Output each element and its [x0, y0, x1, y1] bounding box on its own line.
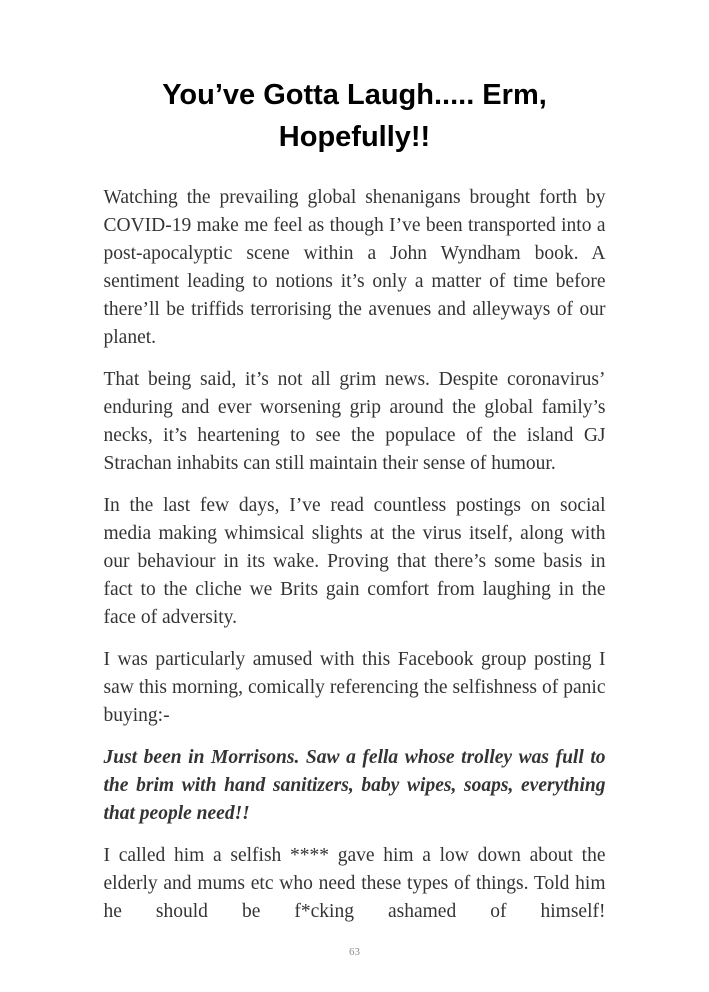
- page-title: [104, 74, 606, 158]
- page-title-line-2: Hopefully!!: [278, 121, 431, 153]
- body-paragraph-facebook-intro: I was particularly amused with this Facebook group posting I saw this morning, comically referencing the selfishness of panic buying:-: [103, 649, 606, 726]
- document-page-content: [104, 0, 606, 926]
- body-paragraph-social-media: In the last few days, I’ve read countless postings on social media making whimsical slights at the virus itself, along with our behaviour in its wake. Proving that there’s some basis in fact to the cliche we Brits gain comfort from laughing in the face of adversity.: [103, 495, 606, 628]
- body-paragraph-intro: Watching the prevailing global shenanigans brought forth by COVID-19 make me feel as though I’ve been transported into a post-apocalyptic scene within a John Wyndham book. A sentiment leading to notions it’s only a matter of time before there’ll be triffids terrorising the avenues and alleyways of our planet.: [103, 187, 606, 348]
- page-number: 63: [349, 946, 360, 958]
- page-title-line-1: You’ve Gotta Laugh..... Erm,: [162, 79, 547, 111]
- body-paragraph-grim-news: That being said, it’s not all grim news. Despite coronavirus’ enduring and ever worsening grip around the global family’s necks, it’s heartening to see the populace of the island GJ Strachan inhabits can still maintain their sense of humour.: [103, 369, 606, 474]
- body-paragraph-selfish: I called him a selfish **** gave him a low down about the elderly and mums etc who need these types of things. Told him he should be f*cking ashamed of himself!: [103, 845, 606, 922]
- facebook-quote-paragraph: Just been in Morrisons. Saw a fella whose trolley was full to the brim with hand sanitizers, baby wipes, soaps, everything that people need!!: [103, 747, 606, 824]
